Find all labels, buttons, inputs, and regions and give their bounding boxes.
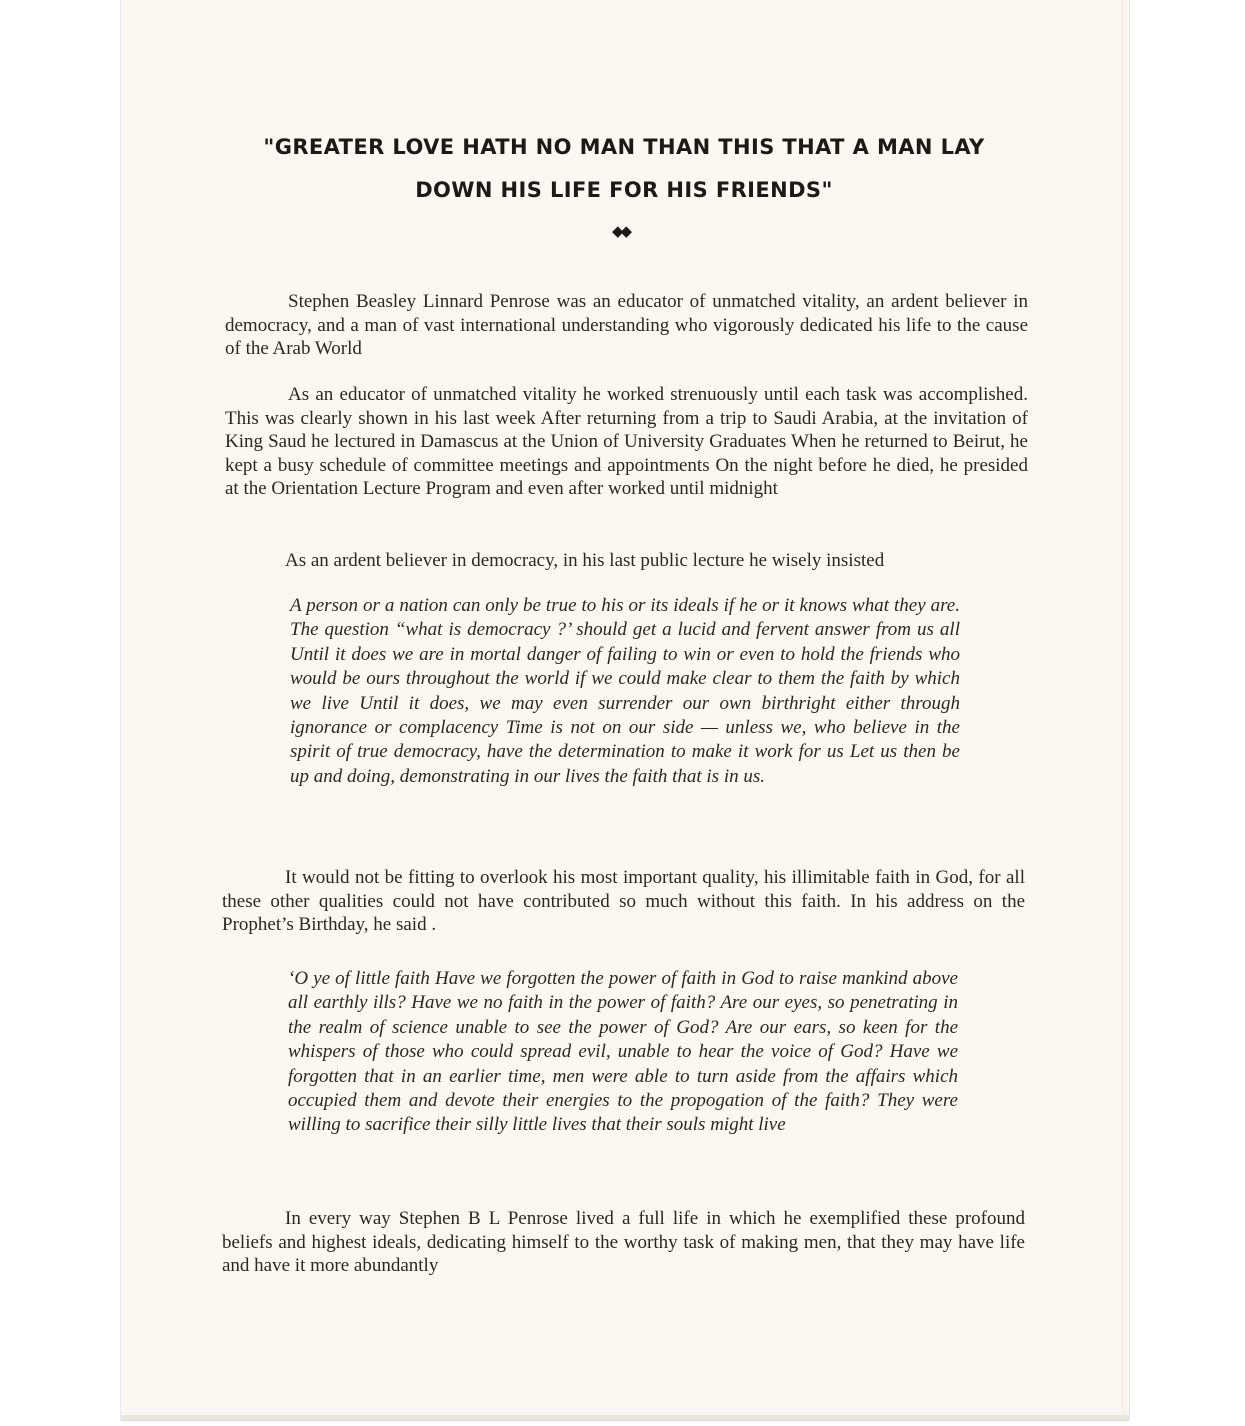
page-edge bbox=[1121, 0, 1129, 1420]
paragraph-democracy: As an ardent believer in democracy, in his last public lecture he wisely insisted bbox=[285, 550, 885, 571]
paragraph-introduction: Stephen Beasley Linnard Penrose was an educator of unmatched vitality, an ardent believer in democracy, and a man of vast international understanding who vigorously dedicated his life to the cause of the Arab World bbox=[225, 291, 1028, 359]
page-bottom-edge bbox=[121, 1415, 1129, 1420]
quote-democracy: A person or a nation can only be true to his or its ideals if he or it knows what they are. The question “what is democracy ?’ should get a lucid and fervent answer from us all Until it does we are in mortal danger of failing to win or even to hold the friends who would be ours throughout the world if we could make clear to them the faith by which we live Until it does, we may even surrender our own birthright either through ignorance or complacency Time is not on our side — unless we, who believe in the spirit of true democracy, have the determination to make it work for us Let us then be up and doing, demonstrating in our lives the faith that is in us. bbox=[290, 595, 960, 787]
quote-faith: ‘O ye of little faith Have we forgotten the power of faith in God to raise mankind above all earthly ills? Have we no faith in the power of faith? Are our eyes, so penetrating in the realm of science unable to see the power of God? Are our ears, so keen for the whispers of those who could spread evil, unable to hear the voice of God? Have we forgotten that in an earlier time, men were able to turn aside from the affairs which occupied them and devote their energies to the propogation of the faith? They were willing to sacrifice their silly little lives that their souls might live bbox=[288, 968, 958, 1136]
paragraph-conclusion: In every way Stephen B L Penrose lived a full life in which he exemplified these profound beliefs and highest ideals, dedicating himself to the worthy task of making men, that they may have life and have it more abundantly bbox=[222, 1208, 1025, 1276]
heading-line-2: DOWN HIS LIFE FOR HIS FRIENDS" bbox=[415, 178, 833, 202]
heading-line-1: "GREATER LOVE HATH NO MAN THAN THIS THAT A MAN LAY bbox=[263, 135, 985, 159]
paragraph-educator: As an educator of unmatched vitality he worked strenuously until each task was accomplished. This was clearly shown in his last week After returning from a trip to Saudi Arabia, at the invitation of King Saud he lectured in Damascus at the Union of University Graduates When he returned to Beirut, he kept a busy schedule of committee meetings and appointments On the night before he died, he presided at the Orientation Lecture Program and even after worked until midnight bbox=[225, 384, 1028, 499]
diamond-ornament-icon: ◆◆ bbox=[612, 222, 630, 240]
paragraph-faith: It would not be fitting to overlook his most important quality, his illimitable faith in God, for all these other qualities could not have contributed so much without this faith. In his address on the Prophet’s Birthday, he said . bbox=[222, 867, 1025, 935]
